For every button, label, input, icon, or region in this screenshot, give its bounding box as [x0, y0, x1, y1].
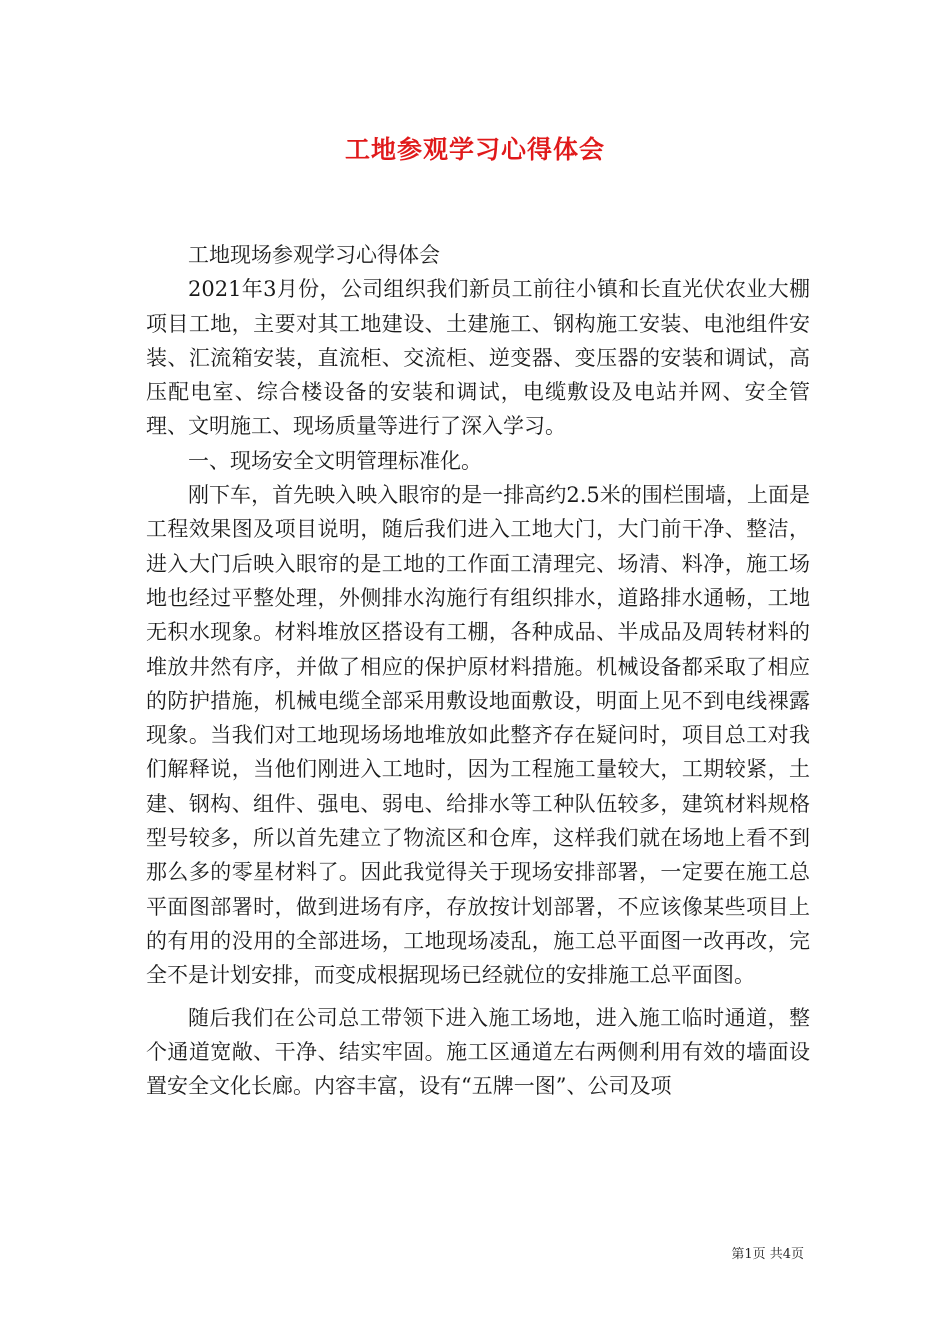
document-body [146, 238, 810, 1103]
paragraph-site-entry: 刚下车，首先映入映入眼帘的是一排高约2.5米的围栏围墙，上面是工程效果图及项目说明，随后我们进入工地大门，大门前干净、整洁，进入大门后映入眼帘的是工地的工作面工清理完、场清、料净，施工场地也经过平整处理，外侧排水沟施行有组织排水，道路排水通畅，工地无积水现象。材料堆放区搭设有工棚，各种成品、半成品及周转材料的堆放井然有序，并做了相应的保护原材料措施。机械设备都采取了相应的防护措施，机械电缆全部采用敷设地面敷设，明面上见不到电线裸露现象。当我们对工地现场场地堆放如此整齐存在疑问时，项目总工对我们解释说，当他们刚进入工地时，因为工程施工量较大，工期较紧，土建、钢构、组件、强电、弱电、给排水等工种队伍较多，建筑材料规格型号较多，所以首先建立了物流区和仓库，这样我们就在场地上看不到那么多的零星材料了。因此我觉得关于现场安排部署，一定要在施工总平面图部署时，做到进场有序，存放按计划部署，不应该像某些项目上的有用的没用的全部进场，工地现场凌乱，施工总平面图一改再改，完全不是计划安排，而变成根据现场已经就位的安排施工总平面图。 [146, 483, 810, 988]
document-title: 工地参观学习心得体会 [344, 135, 605, 164]
paragraph-intro: 2021年3月份，公司组织我们新员工前往小镇和长直光伏农业大棚项目工地，主要对其工地建设、土建施工、钢构施工安装、电池组件安装、汇流箱安装，直流柜、交流柜、逆变器、变压器的安装和调试，高压配电室、综合楼设备的安装和调试，电缆敷设及电站并网、安全管理、文明施工、现场质量等进行了深入学习。 [146, 277, 810, 439]
paragraph-passage: 随后我们在公司总工带领下进入施工场地，进入施工临时通道，整个通道宽敞、干净、结实牢固。施工区通道左右两侧利用有效的墙面设置安全文化长廊。内容丰富，设有“五牌一图”、公司及项 [146, 1005, 810, 1099]
section-heading: 一、现场安全文明管理标准化。 [188, 448, 482, 473]
page-number: 第1页 共4页 [731, 1247, 804, 1262]
paragraph-subtitle: 工地现场参观学习心得体会 [188, 243, 440, 267]
